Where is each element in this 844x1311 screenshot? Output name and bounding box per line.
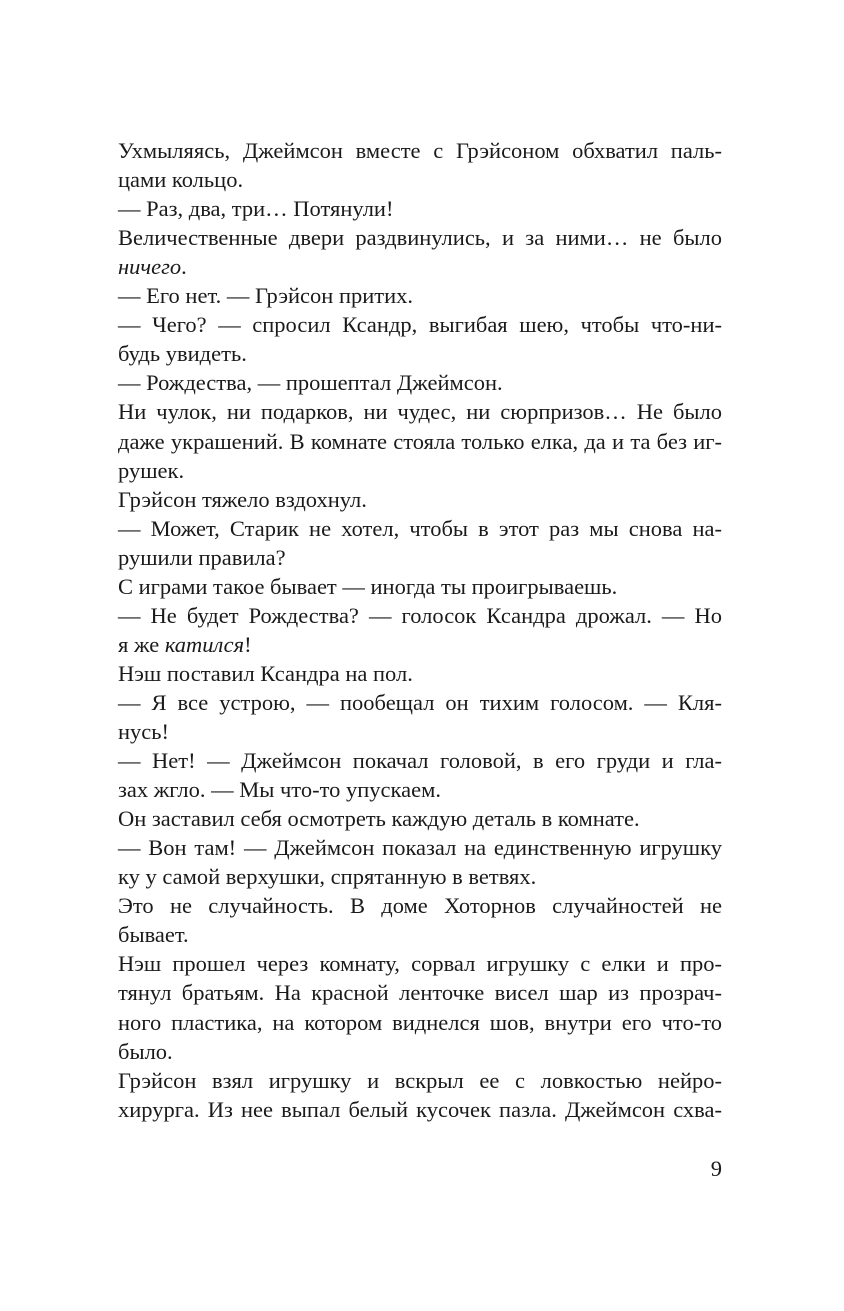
- text-run: рушек.: [118, 457, 185, 483]
- text-line: [118, 1095, 722, 1124]
- text-line: [118, 920, 722, 949]
- text-line: [118, 572, 722, 601]
- text-run: Ухмыляясь, Джеймсон вместе с Грэйсоном обхватил паль-: [118, 138, 722, 163]
- text-line: [118, 339, 722, 368]
- text-run: цами кольцо.: [118, 167, 244, 193]
- text-line: [118, 775, 722, 804]
- text-run: будь увидеть.: [118, 341, 247, 367]
- text-run: Ни чулок, ни подарков, ни чудес, ни сюрпризов… Не было: [118, 399, 722, 425]
- text-line: [118, 397, 722, 426]
- text-line: [118, 514, 722, 543]
- italic-run: ничего: [118, 254, 182, 280]
- text-line: [118, 281, 722, 310]
- text-line: [118, 688, 722, 717]
- text-run: — Рождества, — прошептал Джеймсон.: [118, 370, 503, 396]
- text-run: — Чего? — спросил Ксандр, выгибая шею, чтобы что-ни-: [118, 312, 722, 338]
- text-run: — Я все устрою, — пообещал он тихим голосом. — Кля-: [118, 689, 722, 715]
- text-line: [118, 862, 722, 891]
- text-line: [118, 368, 722, 397]
- text-run: С играми такое бывает — иногда ты проигрываешь.: [118, 573, 618, 599]
- text-run: — Не будет Рождества? — голосок Ксандра дрожал. — Но: [118, 602, 722, 628]
- text-run: Он заставил себя осмотреть каждую деталь в комнате.: [118, 806, 640, 832]
- text-run: — Вон там! — Джеймсон показал на единственную игрушку: [118, 835, 722, 861]
- text-run: ку у самой верхушки, спрятанную в ветвях.: [118, 864, 537, 890]
- page-number: 9: [710, 1156, 722, 1181]
- text-run: было.: [118, 1038, 173, 1064]
- text-line: [118, 485, 722, 514]
- text-line: [118, 1008, 722, 1037]
- text-run: — Нет! — Джеймсон покачал головой, в его груди и гла-: [118, 748, 722, 774]
- text-line: [118, 1066, 722, 1095]
- text-line: [118, 601, 722, 630]
- text-line: [118, 891, 722, 920]
- text-run: !: [244, 631, 252, 657]
- text-run: зах жгло. — Мы что-то упускаем.: [118, 777, 441, 803]
- text-run: — Раз, два, три… Потянули!: [118, 196, 394, 222]
- text-run: нусь!: [118, 719, 170, 744]
- text-line: [118, 746, 722, 775]
- text-run: рушили правила?: [118, 544, 286, 570]
- text-run: .: [181, 254, 187, 280]
- text-line: [118, 310, 722, 339]
- text-line: [118, 630, 722, 659]
- text-line: [118, 194, 722, 223]
- text-run: Величественные двери раздвинулись, и за ними… не было: [118, 225, 722, 251]
- text-line: [118, 543, 722, 572]
- text-run: я же: [118, 631, 165, 657]
- text-line: [118, 136, 722, 165]
- text-line: [118, 978, 722, 1007]
- text-line: [118, 427, 722, 456]
- text-line: [118, 833, 722, 862]
- text-line: [118, 252, 722, 281]
- text-run: Нэш поставил Ксандра на пол.: [118, 660, 413, 686]
- text-line: [118, 165, 722, 194]
- text-run: даже украшений. В комнате стояла только елка, да и та без иг-: [118, 428, 722, 454]
- text-run: хирурга. Из нее выпал белый кусочек пазла. Джеймсон схва-: [118, 1096, 722, 1122]
- text-line: [118, 1037, 722, 1066]
- text-run: тянул братьям. На красной ленточке висел шар из прозрач-: [118, 980, 722, 1006]
- text-run: Это не случайность. В доме Хоторнов случайностей не: [118, 893, 722, 919]
- text-run: — Может, Старик не хотел, чтобы в этот раз мы снова на-: [118, 515, 722, 541]
- text-line: [118, 223, 722, 252]
- italic-run: катился: [164, 631, 245, 657]
- text-line: [118, 717, 722, 746]
- text-line: [118, 456, 722, 485]
- text-line: [118, 659, 722, 688]
- text-run: бывает.: [118, 922, 189, 948]
- text-line: [118, 804, 722, 833]
- text-run: Грэйсон тяжело вздохнул.: [118, 486, 367, 512]
- text-run: Нэш прошел через комнату, сорвал игрушку с елки и про-: [118, 951, 722, 977]
- text-run: ного пластика, на котором виднелся шов, внутри его что-то: [118, 1009, 722, 1035]
- text-run: — Его нет. — Грэйсон притих.: [118, 283, 414, 309]
- text-line: [118, 949, 722, 978]
- text-run: Грэйсон взял игрушку и вскрыл ее с ловкостью нейро-: [118, 1067, 722, 1093]
